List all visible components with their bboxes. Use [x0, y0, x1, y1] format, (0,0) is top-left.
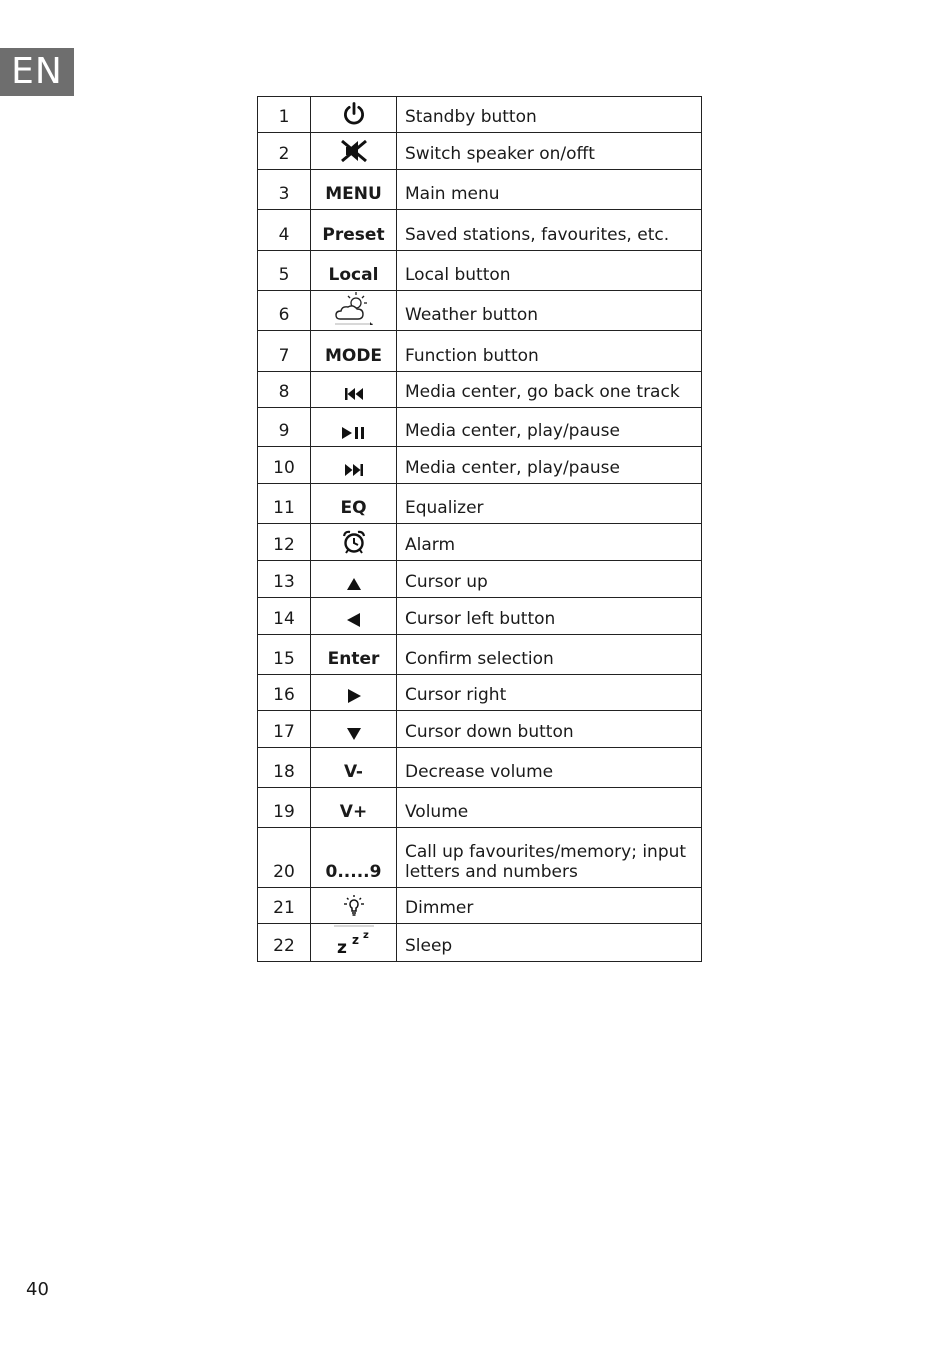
- row-number: 5: [258, 251, 311, 291]
- key-icon-cell: [311, 133, 397, 170]
- row-number: 6: [258, 291, 311, 331]
- key-icon-cell: [311, 924, 397, 962]
- table-row: [258, 888, 702, 924]
- table-row: [258, 711, 702, 748]
- row-number: 21: [258, 888, 311, 924]
- row-number: 10: [258, 447, 311, 484]
- row-number: 17: [258, 711, 311, 748]
- previous-track-icon: [343, 382, 365, 402]
- table-row: [258, 561, 702, 598]
- page-number: 40: [26, 1279, 49, 1300]
- row-number: 15: [258, 635, 311, 675]
- key-label: EQ: [311, 484, 397, 524]
- row-description: Call up favourites/memory; input letters and numbers: [397, 828, 702, 888]
- weather-icon: [333, 305, 375, 325]
- triangle-down-icon: [345, 722, 363, 742]
- row-number: 13: [258, 561, 311, 598]
- key-label: Local: [311, 251, 397, 291]
- table-row: [258, 635, 702, 675]
- table-row: [258, 675, 702, 711]
- key-label: MODE: [311, 331, 397, 372]
- table-row: [258, 97, 702, 133]
- table-row: [258, 828, 702, 888]
- key-label: V+: [311, 788, 397, 828]
- dimmer-bulb-icon: [341, 898, 367, 918]
- row-description: Cursor right: [397, 675, 702, 711]
- row-number: 8: [258, 372, 311, 408]
- row-number: 9: [258, 408, 311, 447]
- next-track-icon: [343, 458, 365, 478]
- key-icon-cell: [311, 447, 397, 484]
- row-description: Sleep: [397, 924, 702, 962]
- key-icon-cell: [311, 291, 397, 331]
- table-row: [258, 251, 702, 291]
- key-label: 0.....9: [311, 828, 397, 888]
- row-description: Function button: [397, 331, 702, 372]
- row-description: Media center, play/pause: [397, 447, 702, 484]
- row-description: Alarm: [397, 524, 702, 561]
- row-description: Cursor left button: [397, 598, 702, 635]
- svg-text:z: z: [362, 930, 369, 941]
- key-icon-cell: [311, 598, 397, 635]
- table-row: [258, 924, 702, 962]
- table-row: [258, 598, 702, 635]
- table-row: [258, 291, 702, 331]
- remote-control-legend-table: [257, 96, 702, 962]
- row-description: Weather button: [397, 291, 702, 331]
- alarm-clock-icon: [341, 535, 367, 555]
- row-number: 3: [258, 170, 311, 210]
- row-number: 19: [258, 788, 311, 828]
- table-row: [258, 447, 702, 484]
- key-icon-cell: [311, 97, 397, 133]
- key-icon-cell: [311, 561, 397, 598]
- table-row: [258, 788, 702, 828]
- row-description: Decrease volume: [397, 748, 702, 788]
- row-description: Media center, go back one track: [397, 372, 702, 408]
- table-row: [258, 484, 702, 524]
- sleep-icon: [332, 930, 376, 956]
- play-pause-icon: [340, 421, 368, 441]
- row-description: Equalizer: [397, 484, 702, 524]
- key-icon-cell: [311, 675, 397, 711]
- row-number: 7: [258, 331, 311, 372]
- triangle-left-icon: [345, 609, 363, 629]
- row-number: 16: [258, 675, 311, 711]
- row-description: Main menu: [397, 170, 702, 210]
- table-row: [258, 524, 702, 561]
- table-row: [258, 331, 702, 372]
- row-description: Media center, play/pause: [397, 408, 702, 447]
- row-number: 18: [258, 748, 311, 788]
- row-number: 11: [258, 484, 311, 524]
- row-number: 4: [258, 210, 311, 251]
- row-description: Dimmer: [397, 888, 702, 924]
- row-number: 20: [258, 828, 311, 888]
- row-description: Volume: [397, 788, 702, 828]
- row-description: Confirm selection: [397, 635, 702, 675]
- row-number: 22: [258, 924, 311, 962]
- language-tab: EN: [0, 48, 74, 96]
- row-description: Saved stations, favourites, etc.: [397, 210, 702, 251]
- table-row: [258, 408, 702, 447]
- table-row: [258, 372, 702, 408]
- table-row: [258, 133, 702, 170]
- table-row: [258, 210, 702, 251]
- svg-text:z: z: [351, 933, 359, 947]
- speaker-off-icon: [339, 144, 369, 164]
- key-icon-cell: [311, 888, 397, 924]
- table-row: [258, 170, 702, 210]
- key-label: MENU: [311, 170, 397, 210]
- row-description: Standby button: [397, 97, 702, 133]
- key-label: V-: [311, 748, 397, 788]
- row-description: Local button: [397, 251, 702, 291]
- row-number: 12: [258, 524, 311, 561]
- key-label: Preset: [311, 210, 397, 251]
- row-number: 1: [258, 97, 311, 133]
- row-description: Cursor up: [397, 561, 702, 598]
- triangle-up-icon: [345, 572, 363, 592]
- row-number: 2: [258, 133, 311, 170]
- svg-text:z: z: [336, 938, 347, 956]
- row-number: 14: [258, 598, 311, 635]
- table-row: [258, 748, 702, 788]
- key-label: Enter: [311, 635, 397, 675]
- key-icon-cell: [311, 711, 397, 748]
- key-icon-cell: [311, 372, 397, 408]
- key-icon-cell: [311, 524, 397, 561]
- row-description: Cursor down button: [397, 711, 702, 748]
- power-icon: [341, 107, 367, 127]
- key-icon-cell: [311, 408, 397, 447]
- triangle-right-icon: [345, 685, 363, 705]
- row-description: Switch speaker on/offt: [397, 133, 702, 170]
